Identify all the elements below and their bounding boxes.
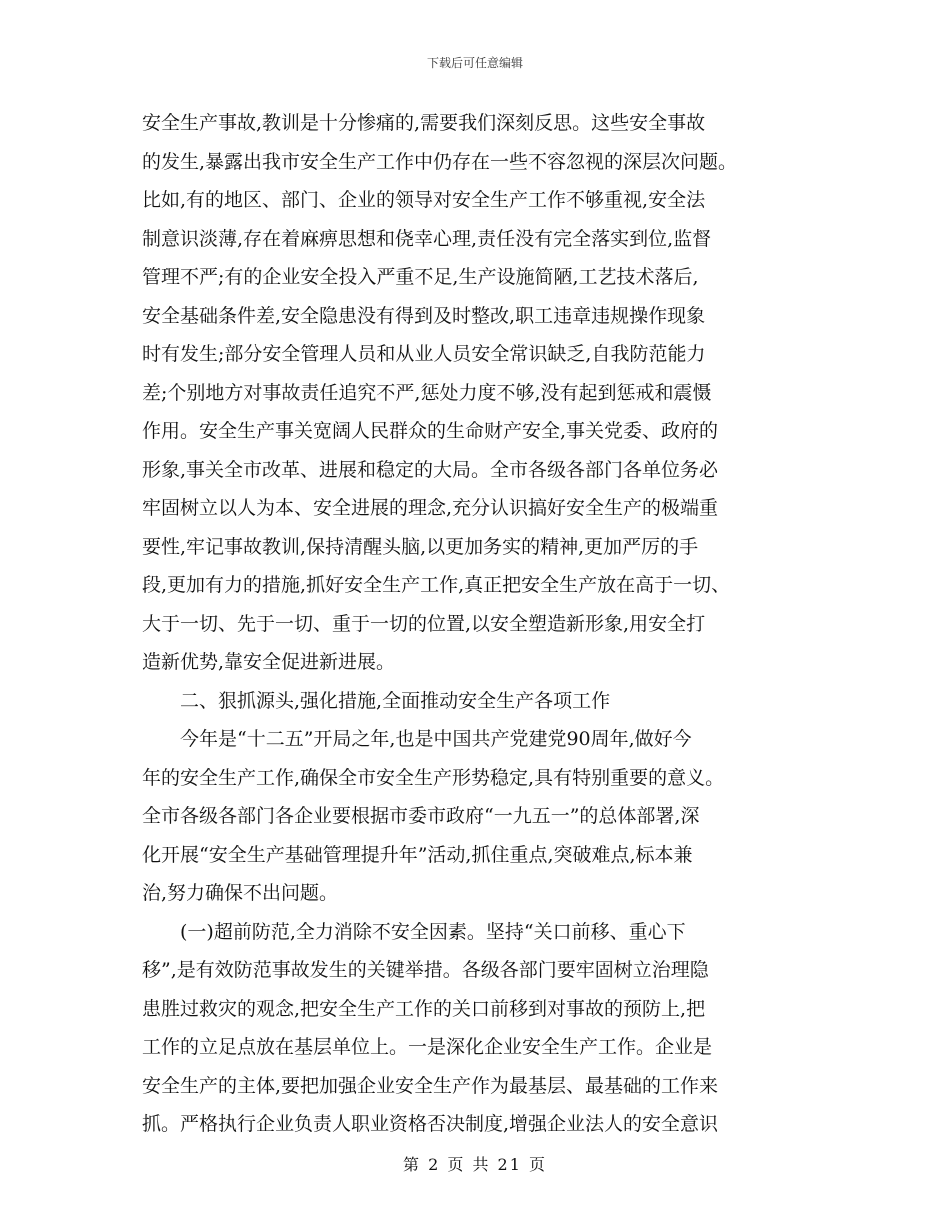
text-line: 比如,有的地区、部门、企业的领导对安全生产工作不够重视,安全法 — [142, 189, 706, 211]
text-line: 时有发生;部分安全管理人员和从业人员安全常识缺乏,自我防范能力 — [142, 343, 706, 365]
text-line: 造新优势,靠安全促进新进展。 — [142, 651, 396, 673]
text-line: 形象,事关全市改革、进展和稳定的大局。全市各级各部门各单位务必 — [142, 458, 719, 481]
text-line: 大于一切、先于一切、重于一切的位置,以安全塑造新形象,用安全打 — [142, 612, 706, 635]
text-line: 工作的立足点放在基层单位上。一是深化企业安全生产工作。企业是 — [142, 1036, 713, 1058]
text-line: 段,更加有力的措施,抓好安全生产工作,真正把安全生产放在高于一切、 — [142, 574, 731, 596]
text-line: 治,努力确保不出问题。 — [142, 882, 339, 904]
text-line: 安全生产事故,教训是十分惨痛的,需要我们深刻反思。这些安全事故 — [142, 112, 706, 134]
text-line: 抓。严格执行企业负责人职业资格否决制度,增强企业法人的安全意识 — [142, 1113, 719, 1135]
page-footer: 第 2 页 共 21 页 — [403, 1155, 547, 1174]
page-header: 下载后可任意编辑 — [426, 56, 523, 70]
text-line: 牢固树立以人为本、安全进展的理念,充分认识搞好安全生产的极端重 — [142, 497, 719, 519]
document-body — [142, 104, 842, 1144]
text-line: 作用。安全生产事关宽阔人民群众的生命财产安全,事关党委、政府的 — [142, 420, 719, 442]
text-line: 安全基础条件差,安全隐患没有得到及时整改,职工违章违规操作现象 — [142, 304, 706, 327]
text-line: 患胜过救灾的观念,把安全生产工作的关口前移到对事故的预防上,把 — [142, 997, 706, 1020]
text-line: 年的安全生产工作,确保全市安全生产形势稳定,具有特别重要的意义。 — [142, 766, 725, 789]
text-line: 今年是“十二五”开局之年,也是中国共产党建党90周年,做好今 — [180, 728, 692, 750]
text-line: 全市各级各部门各企业要根据市委市政府“一九五一”的总体部署,深 — [142, 805, 700, 827]
text-line: 制意识淡薄,存在着麻痹思想和侥幸心理,责任没有完全落实到位,监督 — [142, 227, 712, 250]
text-line: 管理不严;有的企业安全投入严重不足,生产设施简陋,工艺技术落后, — [142, 266, 699, 288]
text-line: 化开展“安全生产基础管理提升年”活动,抓住重点,突破难点,标本兼 — [142, 843, 693, 866]
text-line: (一)超前防范,全力消除不安全因素。坚持“关口前移、重心下 — [180, 920, 686, 943]
text-line: 要性,牢记事故教训,保持清醒头脑,以更加务实的精神,更加严厉的手 — [142, 535, 699, 558]
text-line: 安全生产的主体,要把加强企业安全生产作为最基层、最基础的工作来 — [142, 1074, 719, 1097]
text-line: 差;个别地方对事故责任追究不严,惩处力度不够,没有起到惩戒和震慑 — [142, 381, 712, 404]
text-line: 的发生,暴露出我市安全生产工作中仍存在一些不容忽视的深层次问题。 — [142, 150, 738, 173]
text-line: 移”,是有效防范事故发生的关键举措。各级各部门要牢固树立治理隐 — [142, 959, 709, 981]
text-line: 二、狠抓源头,强化措施,全面推动安全生产各项工作 — [180, 689, 611, 712]
